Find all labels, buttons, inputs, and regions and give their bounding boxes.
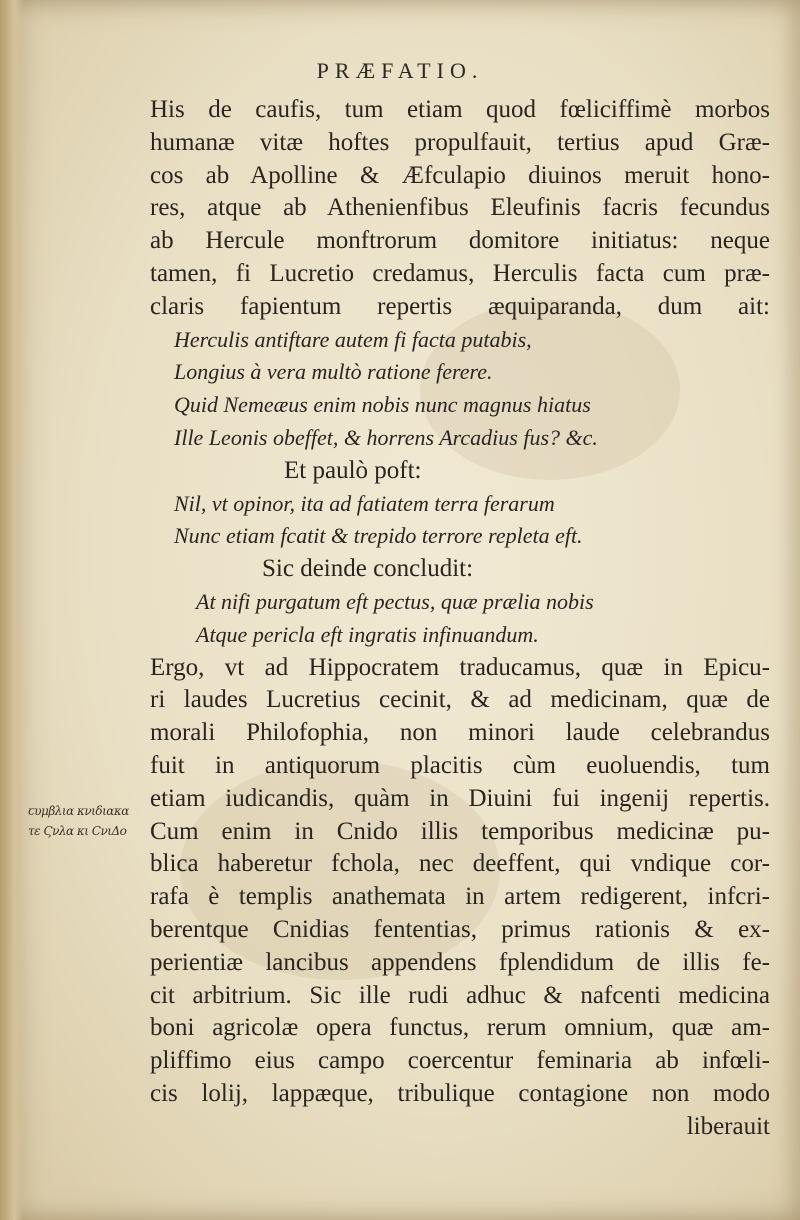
text-line: cos ab Apolline & Æfculapio diuinos meruit hono- — [150, 161, 770, 189]
marginal-note-line: ꞇυμβλια κνιδιακα — [28, 804, 129, 818]
text-line: humanæ vitæ hoftes propulfauit, tertius apud Græ- — [150, 128, 770, 156]
text-line: Ergo, vt ad Hippocratem traducamus, quæ in Epicu- — [150, 653, 770, 681]
verse-line: Nil, vt opinor, ita ad fatiatem terra ferarum — [174, 490, 555, 516]
text-line: perientiæ lancibus appendens fplendidum de illis fe- — [150, 948, 770, 976]
text-line: cit arbitrium. Sic ille rudi adhuc & nafcenti medicina — [150, 981, 770, 1009]
verse-line: Longius à vera multò ratione ferere. — [174, 359, 493, 385]
text-line: blica haberetur fchola, nec deeffent, qui vndique cor- — [150, 850, 770, 878]
text-line: res, atque ab Athenienfibus Eleufinis facris fecundus — [150, 194, 770, 222]
text-line: etiam iudicandis, quàm in Diuini fui ingenij repertis. — [150, 784, 770, 812]
text-block — [150, 94, 770, 1144]
text-line: Cum enim in Cnido illis temporibus medicinæ pu- — [150, 817, 770, 845]
binding-gutter — [0, 0, 24, 1220]
verse-line: Quid Nemeæus enim nobis nunc magnus hiatus — [174, 392, 591, 418]
catchword: liberauit — [686, 1112, 770, 1140]
text-line: boni agricolæ opera functus, rerum omnium, quæ am- — [150, 1014, 770, 1042]
text-line: pliffimo eius campo coercentur feminaria ab infœli- — [150, 1047, 770, 1075]
running-head: PRÆFATIO. — [316, 58, 484, 83]
verse-line: Atque pericla eft ingratis infinuandum. — [196, 621, 539, 647]
verse-line: At nifi purgatum eft pectus, quæ prælia nobis — [196, 588, 594, 614]
text-line: berentque Cnidias fententias, primus rationis & ex- — [150, 915, 770, 943]
verse-line: Nunc etiam fcatit & trepido terrore repleta eft. — [174, 523, 583, 549]
text-line: ri laudes Lucretius cecinit, & ad medicinam, quæ de — [150, 686, 770, 714]
text-line: ab Hercule monftrorum domitore initiatus: neque — [150, 227, 770, 255]
text-line: Et paulò poft: — [284, 456, 422, 484]
text-line: rafa è templis anathemata in artem redigerent, infcri- — [150, 883, 770, 911]
text-line: tamen, fi Lucretio credamus, Herculis facta cum præ- — [150, 259, 770, 287]
verse-line: Ille Leonis obeffet, & horrens Arcadius fus? &c. — [174, 424, 598, 450]
verse-line: Herculis antiftare autem fi facta putabis, — [174, 326, 532, 352]
text-line: cis lolij, lappæque, tribulique contagione non modo — [150, 1079, 770, 1107]
text-line: claris fapientum repertis æquiparanda, dum ait: — [150, 292, 770, 320]
text-line: morali Philofophia, non minori laude celebrandus — [150, 719, 770, 747]
marginal-note-line: τε Ϛνλα κι ϹνιΔο — [28, 824, 127, 838]
text-line: Sic deinde concludit: — [262, 555, 474, 583]
text-line: His de caufis, tum etiam quod fœliciffimè morbos — [150, 96, 770, 123]
text-line: fuit in antiquorum placitis cùm euoluendis, tum — [150, 751, 770, 779]
